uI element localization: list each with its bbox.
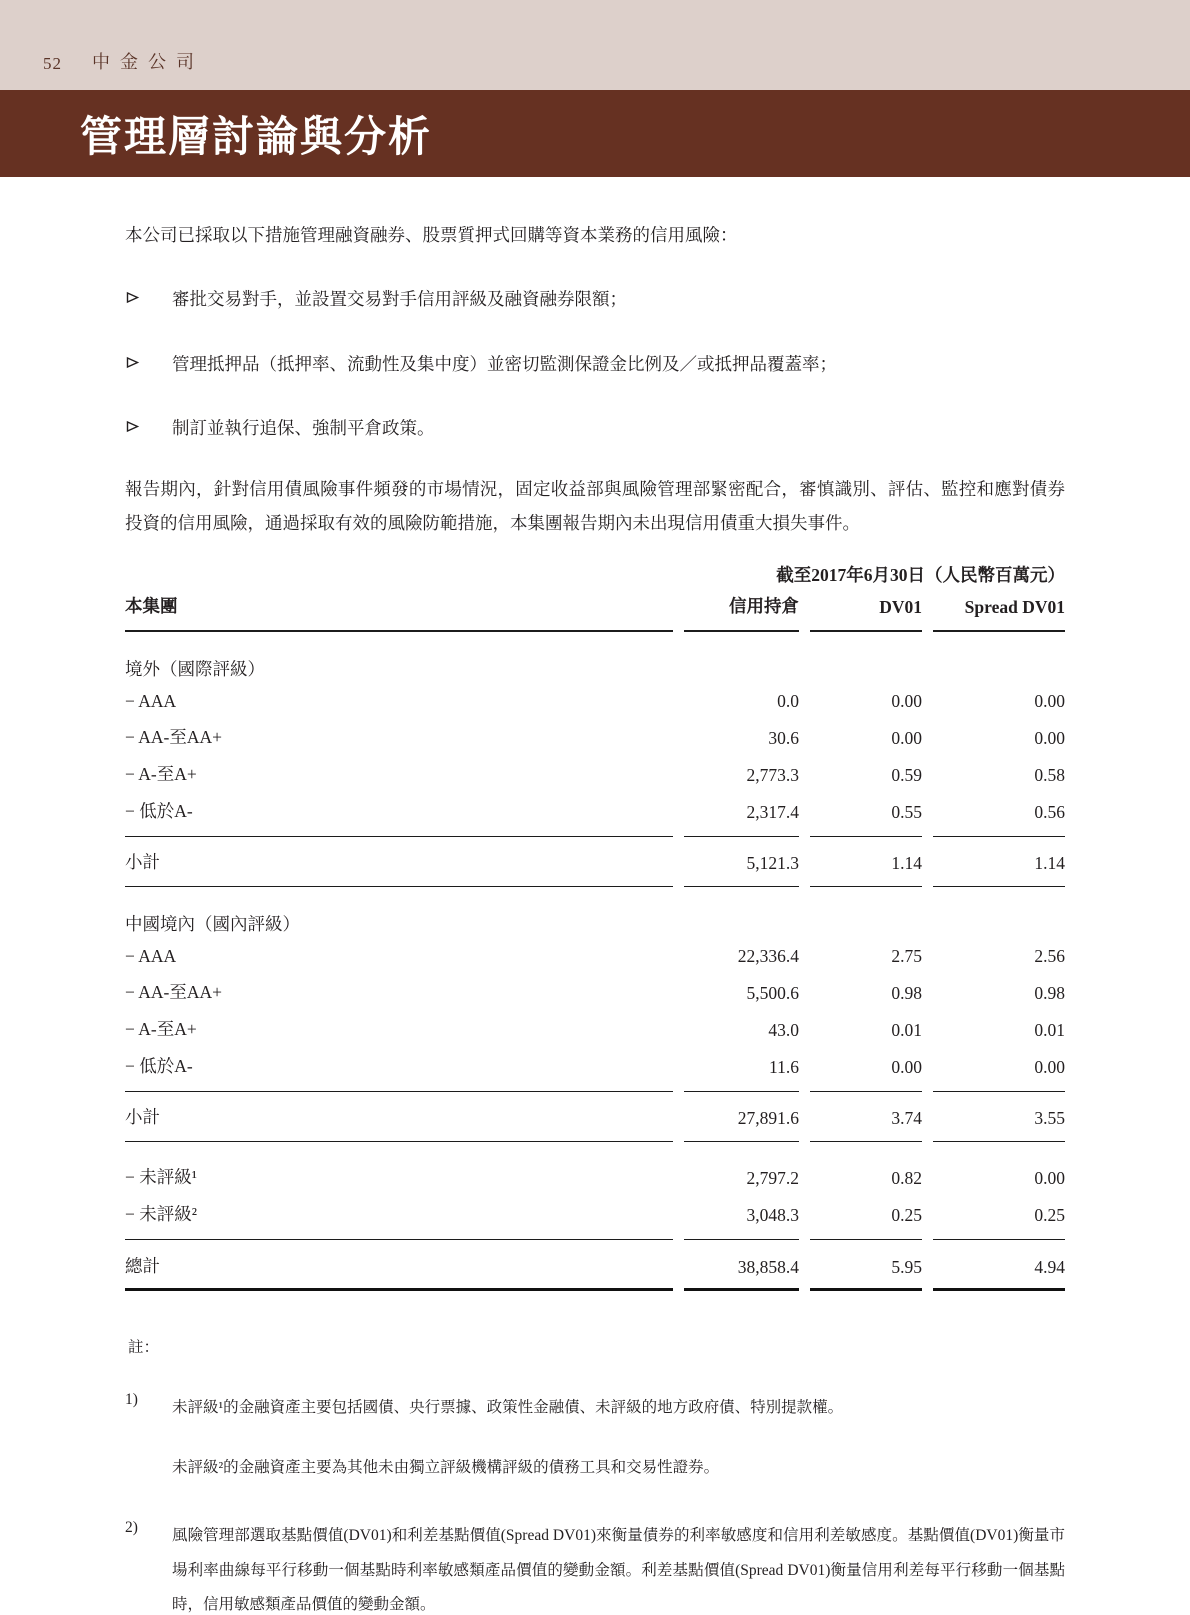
bullet-text: 制訂並執行追保、強制平倉政策。 bbox=[172, 417, 435, 438]
column-header-credit-position: 信用持倉 bbox=[684, 589, 799, 632]
row-label: − AA-至AA+ bbox=[125, 727, 223, 748]
footnote-text: 未評級¹的金融資產主要包括國債、央行票據、政策性金融債、未評級的地方政府債、特別提款權。 bbox=[172, 1399, 844, 1417]
row-label: − A-至A+ bbox=[125, 764, 197, 785]
bullet-arrow-icon bbox=[125, 283, 172, 316]
footnote-text: 風險管理部選取基點價值(DV01)和利差基點價值(Spread DV01)來衡量債券的利率敏感度和信用利差敏感度。基點價值(DV01)衡量市場利率曲線每平行移動一個基點時利率敏感類產品價值的變動金額。利差基點價值(Spread DV01)衡量信用利差每平行移動一個基點時，信用敏感類產品價值的變動金額。 bbox=[172, 1527, 1065, 1613]
cell-value: 0.00 bbox=[891, 728, 922, 749]
row-label: − 未評級² bbox=[125, 1195, 673, 1240]
section-label: 境外（國際評級） bbox=[125, 659, 265, 680]
column-header-spread-dv01: Spread DV01 bbox=[933, 589, 1065, 632]
cell-value: 2,317.4 bbox=[684, 792, 799, 837]
bullet-arrow-icon bbox=[125, 412, 172, 445]
cell-value: 5,500.6 bbox=[746, 983, 799, 1004]
cell-value: 1.14 bbox=[933, 837, 1065, 887]
cell-value: 0.82 bbox=[891, 1168, 922, 1189]
table-row bbox=[125, 718, 1065, 755]
footnote-number: 1) bbox=[125, 1391, 138, 1409]
cell-value: 0.25 bbox=[933, 1195, 1065, 1240]
table-section-row bbox=[125, 887, 1065, 940]
table-row bbox=[125, 940, 1065, 973]
table-row bbox=[125, 755, 1065, 792]
table-row bbox=[125, 1195, 1065, 1240]
cell-value: 0.00 bbox=[933, 1047, 1065, 1092]
footnote-number: 2) bbox=[125, 1519, 138, 1537]
cell-value: 38,858.4 bbox=[684, 1240, 799, 1291]
footnote-text: 未評級²的金融資產主要為其他未由獨立評級機構評級的債務工具和交易性證券。 bbox=[172, 1459, 720, 1477]
bullet-item bbox=[125, 348, 1065, 381]
cell-value: 0.59 bbox=[891, 765, 922, 786]
row-label: − 未評級¹ bbox=[125, 1167, 197, 1188]
table-row bbox=[125, 792, 1065, 837]
cell-value: 3.55 bbox=[933, 1092, 1065, 1142]
table-header-row bbox=[125, 589, 1065, 632]
cell-value: 1.14 bbox=[810, 837, 922, 887]
table-row bbox=[125, 1047, 1065, 1092]
table-row bbox=[125, 973, 1065, 1010]
cell-value: 0.01 bbox=[1034, 1020, 1065, 1041]
table-section-row bbox=[125, 632, 1065, 685]
row-label: − A-至A+ bbox=[125, 1019, 197, 1040]
title-banner bbox=[0, 90, 1190, 177]
cell-value: 11.6 bbox=[684, 1047, 799, 1092]
bullet-item bbox=[125, 412, 1065, 445]
page-title: 管理層討論與分析 bbox=[80, 114, 433, 161]
cell-value: 0.00 bbox=[891, 691, 922, 712]
cell-value: 0.00 bbox=[810, 1047, 922, 1092]
row-label: 小計 bbox=[125, 837, 673, 887]
cell-value: 3,048.3 bbox=[684, 1195, 799, 1240]
row-label: 小計 bbox=[125, 1092, 673, 1142]
column-header-group: 本集團 bbox=[125, 589, 673, 632]
cell-value: 27,891.6 bbox=[684, 1092, 799, 1142]
total-row bbox=[125, 1240, 1065, 1291]
table-row bbox=[125, 685, 1065, 718]
cell-value: 2,797.2 bbox=[746, 1168, 799, 1189]
page-number: 52 bbox=[43, 54, 62, 73]
cell-value: 5.95 bbox=[810, 1240, 922, 1291]
cell-value: 0.0 bbox=[777, 691, 799, 712]
footnote-number bbox=[125, 1451, 172, 1485]
footnote-item bbox=[125, 1451, 1065, 1485]
row-label: − AAA bbox=[125, 946, 177, 967]
cell-value: 4.94 bbox=[933, 1240, 1065, 1291]
table-caption: 截至2017年6月30日（人民幣百萬元） bbox=[776, 565, 1065, 586]
bullet-item bbox=[125, 283, 1065, 316]
notes-label: 註： bbox=[128, 1339, 160, 1357]
body-paragraph: 報告期內，針對信用債風險事件頻發的市場情況，固定收益部與風險管理部緊密配合，審慎識別、評估、監控和應對債券投資的信用風險，通過採取有效的風險防範措施，本集團報告期內未出現信用債重大損失事件。 bbox=[125, 479, 1065, 534]
footnote-item bbox=[125, 1519, 1065, 1615]
cell-value: 0.98 bbox=[891, 983, 922, 1004]
cell-value: 0.25 bbox=[810, 1195, 922, 1240]
bullet-text: 管理抵押品（抵押率、流動性及集中度）並密切監測保證金比例及／或抵押品覆蓋率； bbox=[172, 353, 837, 374]
cell-value: 5,121.3 bbox=[684, 837, 799, 887]
intro-paragraph: 本公司已採取以下措施管理融資融券、股票質押式回購等資本業務的信用風險： bbox=[125, 225, 738, 245]
column-header-dv01: DV01 bbox=[810, 589, 922, 632]
page-content bbox=[0, 177, 1190, 1615]
row-label: − 低於A- bbox=[125, 1047, 673, 1092]
cell-value: 2.56 bbox=[1034, 946, 1065, 967]
section-label: 中國境內（國內評級） bbox=[125, 914, 300, 935]
bullet-text: 審批交易對手，並設置交易對手信用評級及融資融券限額； bbox=[172, 289, 627, 310]
company-name: 中金公司 bbox=[92, 52, 204, 72]
row-label: − 低於A- bbox=[125, 792, 673, 837]
cell-value: 0.58 bbox=[1034, 765, 1065, 786]
cell-value: 0.00 bbox=[1034, 728, 1065, 749]
cell-value: 43.0 bbox=[768, 1020, 799, 1041]
row-label: − AAA bbox=[125, 691, 177, 712]
table-row bbox=[125, 1010, 1065, 1047]
row-label: 總計 bbox=[125, 1240, 673, 1291]
cell-value: 22,336.4 bbox=[737, 946, 799, 967]
cell-value: 2.75 bbox=[891, 946, 922, 967]
cell-value: 3.74 bbox=[810, 1092, 922, 1142]
cell-value: 0.00 bbox=[1034, 1168, 1065, 1189]
subtotal-row bbox=[125, 1092, 1065, 1142]
row-label: − AA-至AA+ bbox=[125, 982, 223, 1003]
bullet-arrow-icon bbox=[125, 348, 172, 381]
table-row bbox=[125, 1142, 1065, 1195]
cell-value: 30.6 bbox=[768, 728, 799, 749]
cell-value: 0.55 bbox=[810, 792, 922, 837]
subtotal-row bbox=[125, 837, 1065, 887]
cell-value: 0.00 bbox=[1034, 691, 1065, 712]
credit-exposure-table bbox=[114, 589, 1076, 1291]
footnote-item bbox=[125, 1391, 1065, 1425]
cell-value: 0.01 bbox=[891, 1020, 922, 1041]
page-header bbox=[0, 0, 1190, 90]
cell-value: 2,773.3 bbox=[746, 765, 799, 786]
cell-value: 0.98 bbox=[1034, 983, 1065, 1004]
cell-value: 0.56 bbox=[933, 792, 1065, 837]
